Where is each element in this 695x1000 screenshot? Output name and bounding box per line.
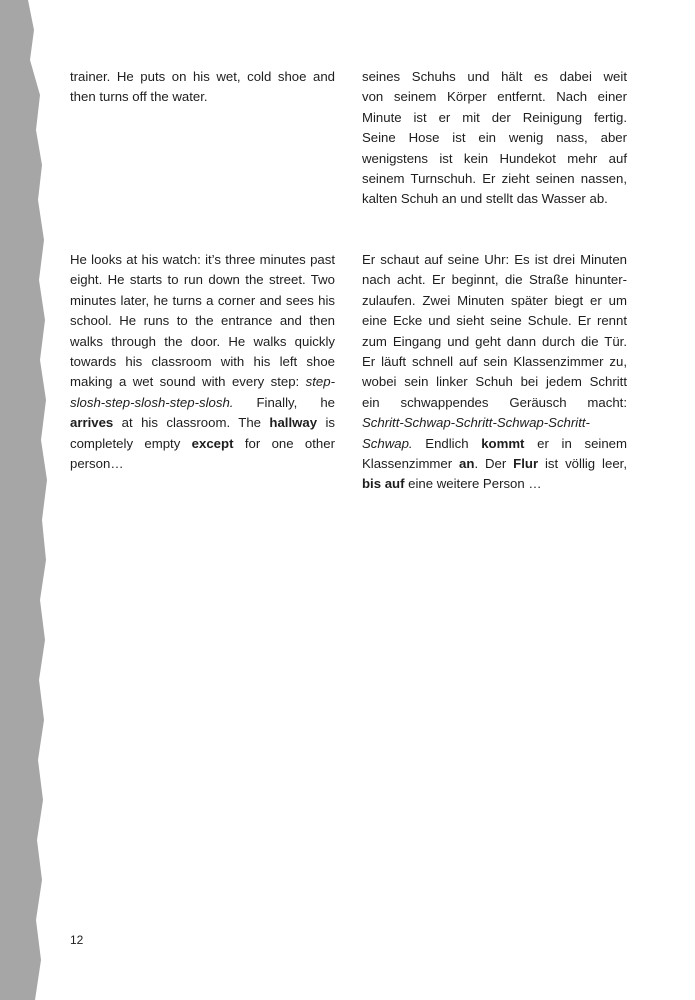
vocab-word: except <box>191 435 234 451</box>
page-number: 12 <box>70 933 84 947</box>
text-run: Endlich <box>412 435 482 451</box>
text-run: at his classroom. The <box>113 415 270 431</box>
german-paragraph-1 <box>362 67 627 210</box>
text-line: zum Eingang und geht dann durch die Tür. <box>362 333 627 349</box>
text-line: zulaufen. Zwei Minuten später biegt er um <box>362 292 627 308</box>
text-line-italic <box>362 413 627 433</box>
text-run: . Der <box>474 456 514 472</box>
text-line: kalten Schuh an und stellt das Wasser ab. <box>362 191 608 207</box>
text-line: seinem Turnschuh. Er zieht seinen nassen, <box>362 171 627 187</box>
text-line: wenigstens ist kein Hundekot mehr auf <box>362 150 627 166</box>
text-run: is completely empty <box>70 415 335 451</box>
text-line: Seine Hose ist ein wenig nass, aber <box>362 130 627 146</box>
vocab-word: an <box>459 456 475 472</box>
english-paragraph-1: trainer. He puts on his wet, cold shoe and then turns off the water. <box>70 69 335 105</box>
text-line: Er schaut auf seine Uhr: Es ist drei Minuten <box>362 252 627 267</box>
text-run: Finally, he <box>233 394 335 410</box>
text-line: eine Ecke und sieht seine Schule. Er rennt <box>362 313 627 329</box>
text-run: ist völlig leer, <box>538 456 627 472</box>
text-run: er in seinem <box>524 435 627 451</box>
vocab-word: kommt <box>481 435 525 451</box>
text-run: Klassenzimmer <box>362 456 460 472</box>
text-line <box>362 454 627 474</box>
vocab-word: hallway <box>269 415 318 431</box>
italic-sound-text: Schritt-Schwap-Schritt-Schwap-Schritt- <box>362 415 590 431</box>
german-paragraph-2 <box>362 250 627 495</box>
text-line: wobei sein linker Schuh bei jedem Schritt <box>362 374 627 390</box>
vocab-word: bis auf <box>362 476 405 492</box>
text-line <box>362 474 627 494</box>
text-line: Er läuft schnell auf sein Klassenzimmer zu, <box>362 354 627 370</box>
italic-sound-text: Schwap. <box>362 435 413 451</box>
text-line <box>362 434 627 454</box>
text-run: eine weitere Person … <box>404 476 542 492</box>
text-line: seines Schuhs und hält es dabei weit <box>362 69 627 84</box>
vocab-word: arrives <box>70 415 114 431</box>
text-line: nach acht. Er beginnt, die Straße hinunter- <box>362 272 627 288</box>
italic-sound-text: step-slosh-step-slosh-step-slosh. <box>70 374 335 410</box>
vocab-word: Flur <box>513 456 539 472</box>
text-run: for one other person… <box>70 435 335 472</box>
text-line: Minute ist er mit der Reinigung fertig. <box>362 109 627 125</box>
text-run: He looks at his watch: it’s three minutes past eight. He starts to run down the street. Two minutes later, he turns a corner and sees his school. He runs to the entrance and then walks through the door. He walks quickly towards his classroom with his left shoe making a wet sound with every step: <box>70 252 335 390</box>
text-line: von seinem Körper entfernt. Nach einer <box>362 89 627 105</box>
text-line: ein schwappendes Geräusch macht: <box>362 394 627 410</box>
english-paragraph-2 <box>70 250 335 474</box>
torn-paper-edge <box>0 0 60 1000</box>
